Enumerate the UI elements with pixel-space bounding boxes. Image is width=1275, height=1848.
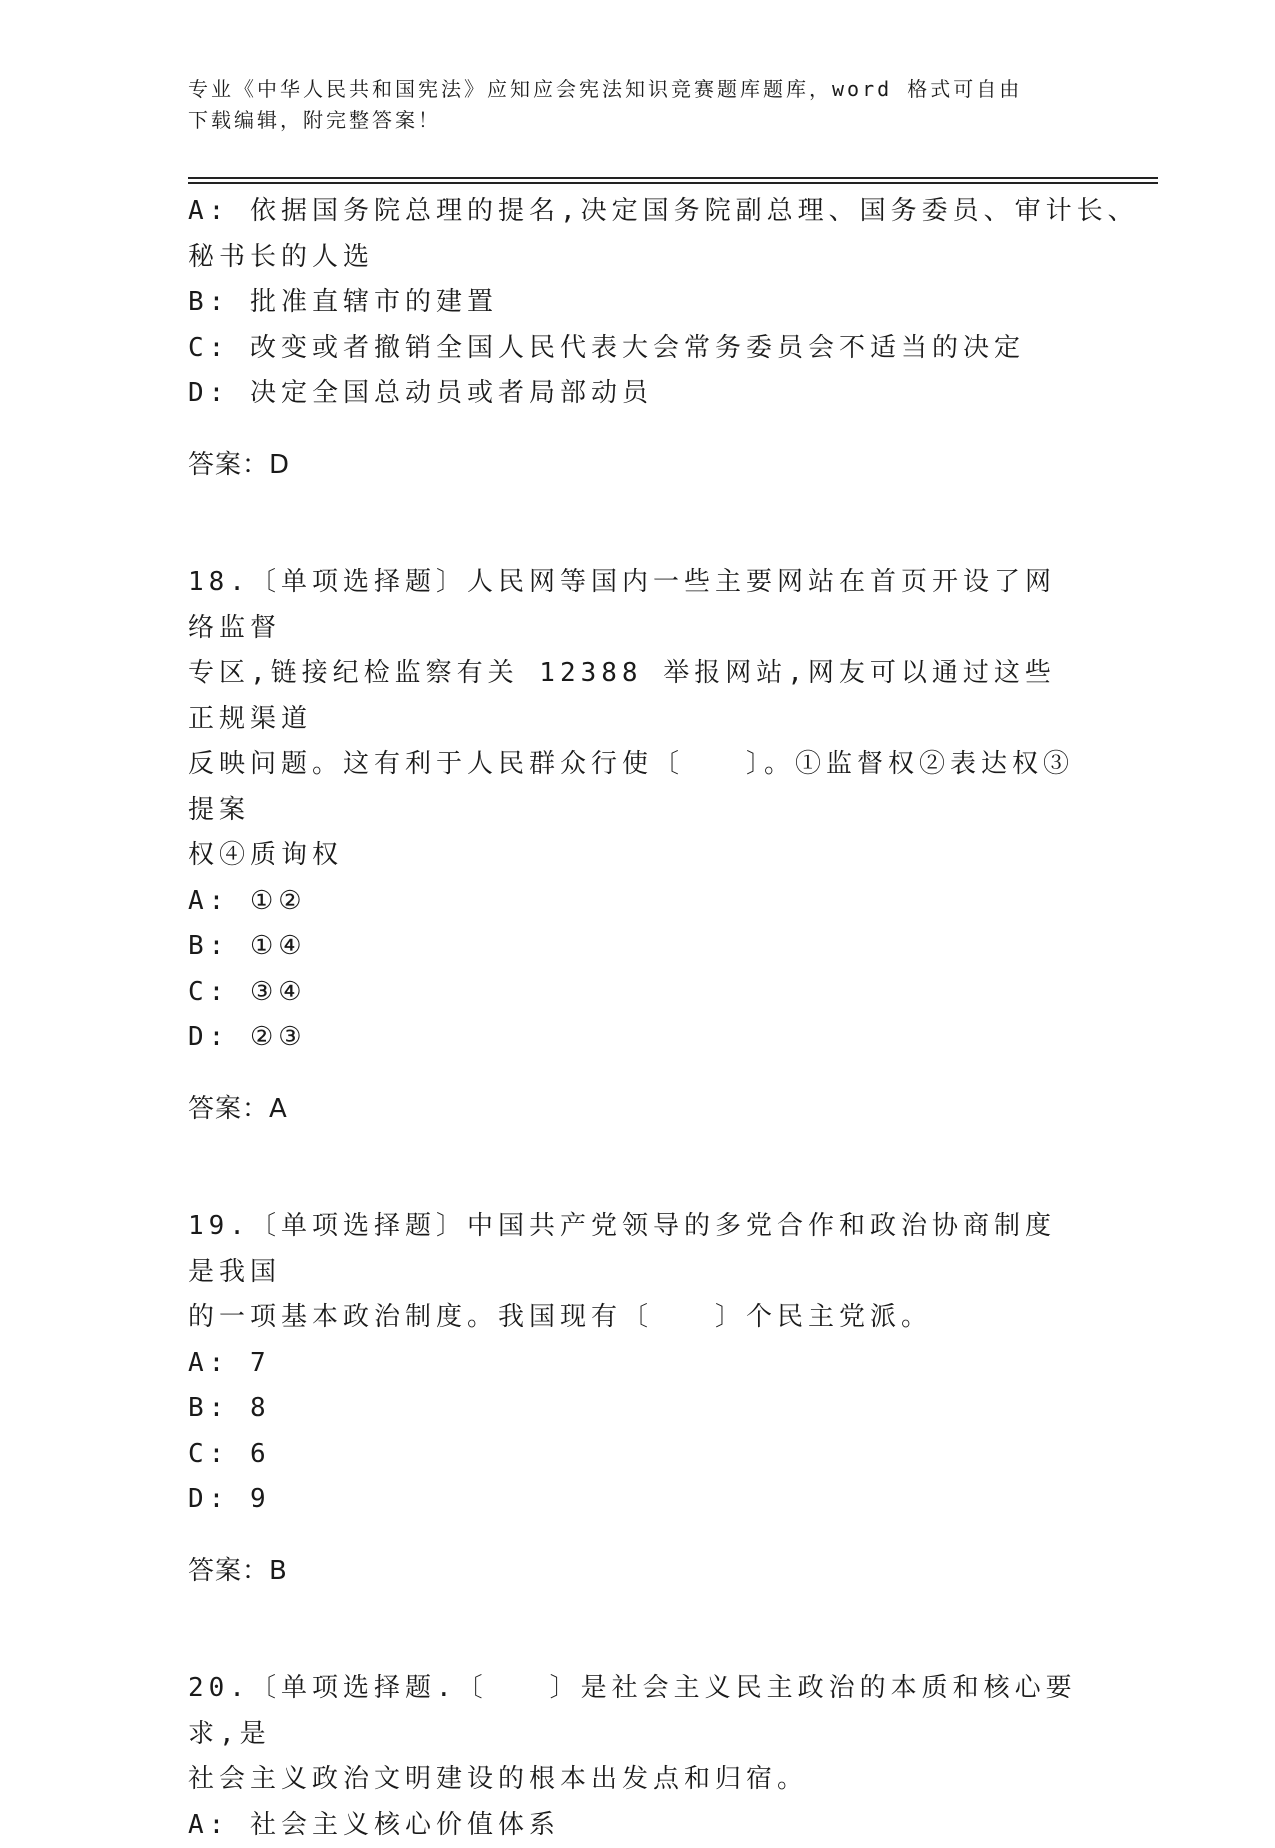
option-a-continued: 秘书长的人选 xyxy=(188,235,1088,281)
option-b: B: ①④ xyxy=(188,924,1088,970)
option-a: A: 7 xyxy=(188,1341,1088,1387)
question-20 xyxy=(188,1666,1088,1848)
option-b: B: 8 xyxy=(188,1386,1088,1432)
spacer xyxy=(188,514,1088,560)
option-c: C: 改变或者撤销全国人民代表大会常务委员会不适当的决定 xyxy=(188,326,1088,372)
spacer xyxy=(188,1158,1088,1204)
question-stem-line: 社会主义政治文明建设的根本出发点和归宿。 xyxy=(188,1757,1078,1803)
option-d: D: 决定全国总动员或者局部动员 xyxy=(188,371,1088,417)
header-line-1: 专业《中华人民共和国宪法》应知应会宪法知识竞赛题库题库，word 格式可自由 xyxy=(188,74,1068,105)
question-18 xyxy=(188,560,1088,1132)
question-stem-line: 反映问题。这有利于人民群众行使〔 〕。①监督权②表达权③提案 xyxy=(188,742,1078,833)
question-19 xyxy=(188,1204,1088,1594)
question-stem-line: 20.〔单项选择题.〔 〕是社会主义民主政治的本质和核心要求,是 xyxy=(188,1666,1078,1757)
option-a: A: ①② xyxy=(188,879,1088,925)
answer: 答案：A xyxy=(188,1087,1088,1133)
option-d: D: 9 xyxy=(188,1477,1088,1523)
option-d: D: ②③ xyxy=(188,1015,1088,1061)
question-stem-line: 的一项基本政治制度。我国现有〔 〕个民主党派。 xyxy=(188,1295,1078,1341)
option-c: C: ③④ xyxy=(188,970,1088,1016)
answer: 答案：B xyxy=(188,1549,1088,1595)
question-stem-line: 专区,链接纪检监察有关 12388 举报网站,网友可以通过这些正规渠道 xyxy=(188,651,1078,742)
question-17 xyxy=(188,189,1088,488)
header-divider-top xyxy=(188,177,1158,179)
question-list xyxy=(188,189,1088,1848)
question-stem-line: 权④质询权 xyxy=(188,833,1078,879)
answer: 答案：D xyxy=(188,443,1088,489)
option-c: C: 6 xyxy=(188,1432,1088,1478)
option-b: B: 批准直辖市的建置 xyxy=(188,280,1088,326)
option-a: A: 社会主义核心价值体系 xyxy=(188,1803,1088,1848)
header-line-2: 下载编辑，附完整答案！ xyxy=(188,105,1068,136)
question-stem-line: 19.〔单项选择题〕中国共产党领导的多党合作和政治协商制度是我国 xyxy=(188,1204,1078,1295)
document-header xyxy=(188,74,1068,136)
option-a: A: 依据国务院总理的提名,决定国务院副总理、国务委员、审计长、 xyxy=(188,189,1088,235)
spacer xyxy=(188,1620,1088,1666)
header-divider-bottom xyxy=(188,182,1158,184)
question-stem-line: 18.〔单项选择题〕人民网等国内一些主要网站在首页开设了网络监督 xyxy=(188,560,1078,651)
